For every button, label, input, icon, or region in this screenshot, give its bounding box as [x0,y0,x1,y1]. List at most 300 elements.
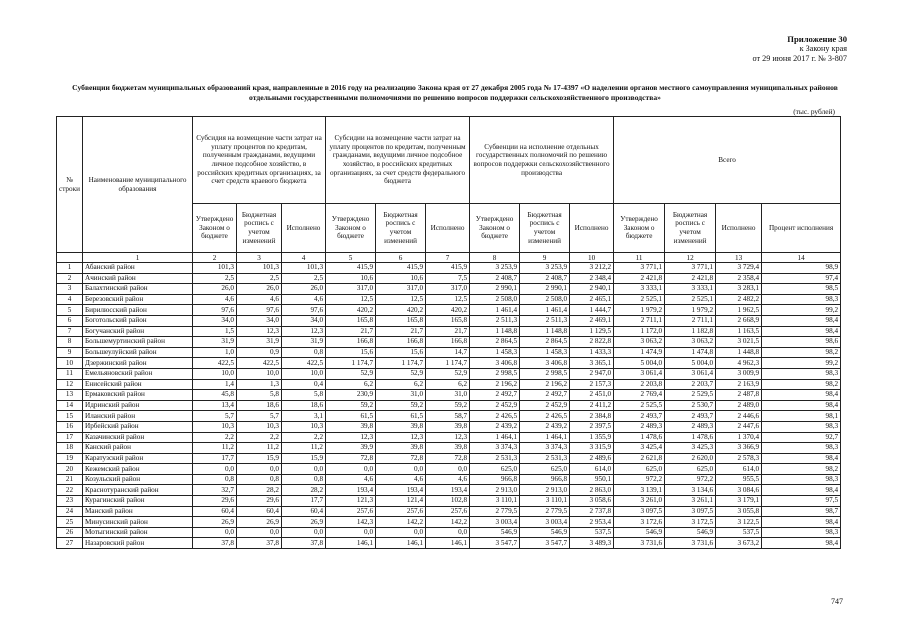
value-cell: 1 464,1 [470,432,520,443]
column-number: 14 [762,253,841,263]
value-cell: 31,0 [376,390,426,401]
value-cell: 3 110,1 [470,496,520,507]
value-cell: 2 525,5 [614,400,665,411]
value-cell: 17,7 [193,453,237,464]
value-cell: 98,2 [762,464,841,475]
value-cell: 3 731,6 [665,538,716,549]
column-number: 2 [193,253,237,263]
municipality-name: Абанский район [83,263,193,274]
value-cell: 1 172,0 [614,326,665,337]
header-budget: Бюджетная роспись с учетом изменений [665,204,716,253]
value-cell: 14,7 [426,347,470,358]
value-cell: 420,2 [326,305,376,316]
header-done: Исполнено [426,204,470,253]
municipality-name: Балахтинский район [83,284,193,295]
header-budget: Бюджетная роспись с учетом изменений [520,204,570,253]
value-cell: 29,6 [237,496,282,507]
value-cell: 3 253,9 [520,263,570,274]
value-cell: 3 374,3 [520,443,570,454]
value-cell: 98,3 [762,368,841,379]
value-cell: 1 979,2 [665,305,716,316]
municipality-name: Большемуртинский район [83,337,193,348]
value-cell: 2 421,8 [665,273,716,284]
value-cell: 26,0 [193,284,237,295]
value-cell: 257,6 [326,506,376,517]
municipality-name: Большеулуйский район [83,347,193,358]
value-cell: 3 212,2 [570,263,614,274]
municipality-name: Емельяновский район [83,368,193,379]
value-cell: 102,8 [426,496,470,507]
value-cell: 98,1 [762,411,841,422]
table-row [57,485,841,496]
value-cell: 2 990,1 [470,284,520,295]
value-cell: 1 979,2 [614,305,665,316]
column-number: 13 [716,253,762,263]
value-cell: 2 525,1 [665,294,716,305]
municipality-name: Канский район [83,443,193,454]
value-cell: 37,8 [282,538,326,549]
value-cell: 2,2 [193,432,237,443]
value-cell: 317,0 [426,284,470,295]
value-cell: 0,0 [282,527,326,538]
row-number: 5 [57,305,83,316]
value-cell: 3 172,6 [614,517,665,528]
value-cell: 625,0 [470,464,520,475]
column-number: 1 [83,253,193,263]
value-cell: 52,9 [426,368,470,379]
value-cell: 37,8 [237,538,282,549]
value-cell: 1,4 [193,379,237,390]
value-cell: 3 673,2 [716,538,762,549]
value-cell: 98,2 [762,347,841,358]
value-cell: 39,8 [376,443,426,454]
value-cell: 12,3 [326,432,376,443]
municipality-name: Енисейский район [83,379,193,390]
value-cell: 10,3 [193,421,237,432]
table-row [57,464,841,475]
value-cell: 39,8 [426,421,470,432]
table-row [57,421,841,432]
value-cell: 2 779,5 [470,506,520,517]
row-number: 3 [57,284,83,295]
value-cell: 2 426,5 [520,411,570,422]
table-row [57,379,841,390]
value-cell: 3 055,8 [716,506,762,517]
value-cell: 2 913,0 [520,485,570,496]
value-cell: 2 711,1 [665,315,716,326]
value-cell: 31,9 [237,337,282,348]
value-cell: 3 261,0 [614,496,665,507]
municipality-name: Ирбейский район [83,421,193,432]
value-cell: 966,8 [520,474,570,485]
value-cell: 5 004,0 [665,358,716,369]
value-cell: 39,8 [326,421,376,432]
value-cell: 3 731,6 [614,538,665,549]
header-group-subventions: Субвенции на исполнение отдельных государственных полномочий по решению вопросов поддержки сельскохозяйственного производства [470,117,614,204]
value-cell: 0,9 [237,347,282,358]
municipality-name: Каратузский район [83,453,193,464]
value-cell: 2 487,8 [716,390,762,401]
value-cell: 546,9 [470,527,520,538]
value-cell: 0,8 [282,347,326,358]
value-cell: 98,4 [762,315,841,326]
value-cell: 121,3 [326,496,376,507]
value-cell: 2 489,0 [716,400,762,411]
header-group-total: Всего [614,117,841,204]
value-cell: 52,9 [376,368,426,379]
column-number: 3 [237,253,282,263]
value-cell: 1 474,8 [665,347,716,358]
value-cell: 59,2 [426,400,470,411]
value-cell: 1 448,8 [716,347,762,358]
value-cell: 2 913,0 [470,485,520,496]
value-cell: 2 489,6 [570,453,614,464]
value-cell: 2 465,1 [570,294,614,305]
value-cell: 12,5 [426,294,470,305]
value-cell: 28,2 [237,485,282,496]
value-cell: 3 061,4 [665,368,716,379]
value-cell: 2 439,2 [470,421,520,432]
value-cell: 966,8 [470,474,520,485]
municipality-name: Ачинский район [83,273,193,284]
row-number: 13 [57,390,83,401]
value-cell: 2 822,8 [570,337,614,348]
value-cell: 1 478,6 [665,432,716,443]
value-cell: 955,5 [716,474,762,485]
value-cell: 2 511,3 [470,315,520,326]
value-cell: 3 097,5 [665,506,716,517]
table-row [57,453,841,464]
municipality-name: Идринский район [83,400,193,411]
value-cell: 2 384,8 [570,411,614,422]
value-cell: 98,3 [762,294,841,305]
value-cell: 2 530,7 [665,400,716,411]
value-cell: 1 433,3 [570,347,614,358]
table-row [57,411,841,422]
value-cell: 4,6 [426,474,470,485]
value-cell: 1 464,1 [520,432,570,443]
table-row [57,326,841,337]
value-cell: 0,8 [193,474,237,485]
value-cell: 2 482,2 [716,294,762,305]
value-cell: 98,3 [762,421,841,432]
table-row [57,517,841,528]
value-cell: 3 333,1 [614,284,665,295]
page-number: 747 [831,597,843,606]
value-cell: 92,7 [762,432,841,443]
value-cell: 98,4 [762,485,841,496]
value-cell: 2 769,4 [614,390,665,401]
value-cell: 2,2 [237,432,282,443]
header-budget: Бюджетная роспись с учетом изменений [237,204,282,253]
value-cell: 98,3 [762,474,841,485]
value-cell: 2 737,8 [570,506,614,517]
value-cell: 3 406,8 [470,358,520,369]
value-cell: 26,9 [193,517,237,528]
column-number: 6 [376,253,426,263]
value-cell: 3 122,5 [716,517,762,528]
column-number: 8 [470,253,520,263]
value-cell: 21,7 [426,326,470,337]
row-number: 18 [57,443,83,454]
row-number: 10 [57,358,83,369]
value-cell: 614,0 [570,464,614,475]
value-cell: 98,3 [762,527,841,538]
value-cell: 1,5 [193,326,237,337]
value-cell: 10,0 [282,368,326,379]
value-cell: 3 021,5 [716,337,762,348]
value-cell: 3 134,6 [665,485,716,496]
value-cell: 257,6 [376,506,426,517]
value-cell: 3 365,1 [570,358,614,369]
header-approved: Утверждено Законом о бюджете [326,204,376,253]
value-cell: 7,5 [426,273,470,284]
value-cell: 546,9 [665,527,716,538]
value-cell: 4,6 [282,294,326,305]
value-cell: 12,5 [376,294,426,305]
value-cell: 142,2 [426,517,470,528]
value-cell: 3 261,1 [665,496,716,507]
value-cell: 3 061,4 [614,368,665,379]
value-cell: 3 547,7 [520,538,570,549]
value-cell: 98,9 [762,263,841,274]
value-cell: 6,2 [376,379,426,390]
table-row [57,368,841,379]
value-cell: 98,4 [762,538,841,549]
value-cell: 3 058,6 [570,496,614,507]
table-row [57,358,841,369]
value-cell: 26,9 [237,517,282,528]
value-cell: 101,3 [282,263,326,274]
value-cell: 3 489,3 [570,538,614,549]
row-number: 2 [57,273,83,284]
value-cell: 3 003,4 [520,517,570,528]
value-cell: 1 148,8 [470,326,520,337]
value-cell: 121,4 [376,496,426,507]
value-cell: 420,2 [426,305,470,316]
value-cell: 4,6 [237,294,282,305]
value-cell: 1 444,7 [570,305,614,316]
value-cell: 10,3 [282,421,326,432]
value-cell: 230,9 [326,390,376,401]
value-cell: 59,2 [376,400,426,411]
value-cell: 415,9 [376,263,426,274]
value-cell: 10,0 [193,368,237,379]
value-cell: 2,5 [282,273,326,284]
value-cell: 2 196,2 [470,379,520,390]
value-cell: 11,2 [193,443,237,454]
value-cell: 17,7 [282,496,326,507]
table-row [57,315,841,326]
municipality-name: Бирилюсский район [83,305,193,316]
row-number: 14 [57,400,83,411]
header-budget: Бюджетная роспись с учетом изменений [376,204,426,253]
value-cell: 2 863,0 [570,485,614,496]
value-cell: 0,0 [326,527,376,538]
value-cell: 2 508,0 [520,294,570,305]
value-cell: 97,6 [193,305,237,316]
value-cell: 0,0 [426,464,470,475]
value-cell: 1 458,3 [520,347,570,358]
row-number: 23 [57,496,83,507]
value-cell: 12,5 [326,294,376,305]
value-cell: 5,8 [237,390,282,401]
value-cell: 2 998,5 [470,368,520,379]
value-cell: 2,5 [237,273,282,284]
row-number: 6 [57,315,83,326]
value-cell: 2 446,6 [716,411,762,422]
value-cell: 4 962,3 [716,358,762,369]
value-cell: 5 004,0 [614,358,665,369]
header-approved: Утверждено Законом о бюджете [614,204,665,253]
value-cell: 39,8 [426,443,470,454]
value-cell: 0,0 [326,464,376,475]
value-cell: 4,6 [193,294,237,305]
column-number: 4 [282,253,326,263]
value-cell: 193,4 [426,485,470,496]
row-number: 19 [57,453,83,464]
value-cell: 4,6 [376,474,426,485]
value-cell: 317,0 [326,284,376,295]
value-cell: 98,6 [762,337,841,348]
value-cell: 97,5 [762,496,841,507]
value-cell: 3 063,2 [665,337,716,348]
municipality-name: Краснотуранский район [83,485,193,496]
value-cell: 0,0 [376,527,426,538]
value-cell: 1 461,4 [470,305,520,316]
table-row [57,337,841,348]
value-cell: 3 253,9 [470,263,520,274]
value-cell: 625,0 [520,464,570,475]
header-num: № строки [57,117,83,253]
municipality-name: Березовский район [83,294,193,305]
value-cell: 2 621,8 [614,453,665,464]
value-cell: 37,8 [193,538,237,549]
value-cell: 99,2 [762,358,841,369]
value-cell: 2,2 [282,432,326,443]
value-cell: 12,3 [282,326,326,337]
value-cell: 1 163,5 [716,326,762,337]
table-row [57,474,841,485]
value-cell: 98,7 [762,506,841,517]
value-cell: 10,6 [326,273,376,284]
value-cell: 193,4 [326,485,376,496]
row-number: 26 [57,527,83,538]
value-cell: 1,0 [193,347,237,358]
municipality-name: Ермаковский район [83,390,193,401]
value-cell: 625,0 [665,464,716,475]
value-cell: 3 110,1 [520,496,570,507]
value-cell: 39,9 [326,443,376,454]
value-cell: 39,8 [376,421,426,432]
value-cell: 2 864,5 [520,337,570,348]
value-cell: 3 425,3 [665,443,716,454]
value-cell: 1 370,4 [716,432,762,443]
row-number: 25 [57,517,83,528]
value-cell: 625,0 [614,464,665,475]
value-cell: 2 947,0 [570,368,614,379]
value-cell: 2 578,3 [716,453,762,464]
table-row [57,305,841,316]
value-cell: 146,1 [326,538,376,549]
header-percent: Процент исполнения [762,204,841,253]
row-number: 20 [57,464,83,475]
value-cell: 3 315,9 [570,443,614,454]
value-cell: 98,2 [762,379,841,390]
municipality-name: Курагинский район [83,496,193,507]
value-cell: 546,9 [614,527,665,538]
value-cell: 537,5 [570,527,614,538]
table-row [57,538,841,549]
header-approved: Утверждено Законом о бюджете [470,204,520,253]
row-number: 9 [57,347,83,358]
row-number: 15 [57,411,83,422]
value-cell: 34,0 [282,315,326,326]
value-cell: 3 084,6 [716,485,762,496]
value-cell: 2 531,3 [520,453,570,464]
value-cell: 950,1 [570,474,614,485]
value-cell: 166,8 [376,337,426,348]
value-cell: 59,2 [326,400,376,411]
value-cell: 72,8 [376,453,426,464]
value-cell: 1 458,3 [470,347,520,358]
value-cell: 2 940,1 [570,284,614,295]
value-cell: 972,2 [665,474,716,485]
value-cell: 2 411,2 [570,400,614,411]
value-cell: 4,6 [326,474,376,485]
value-cell: 2 451,0 [570,390,614,401]
value-cell: 3 009,9 [716,368,762,379]
value-cell: 146,1 [376,538,426,549]
municipality-name: Богучанский район [83,326,193,337]
appendix-law: к Закону края [799,44,847,53]
value-cell: 2 779,5 [520,506,570,517]
value-cell: 166,8 [326,337,376,348]
value-cell: 2 529,5 [665,390,716,401]
municipality-name: Боготольский район [83,315,193,326]
value-cell: 165,8 [426,315,470,326]
table-row [57,432,841,443]
appendix-number: Приложение 30 [787,34,847,44]
value-cell: 28,2 [282,485,326,496]
header-done: Исполнено [716,204,762,253]
value-cell: 15,6 [376,347,426,358]
column-number: 9 [520,253,570,263]
value-cell: 3,1 [282,411,326,422]
value-cell: 2 864,5 [470,337,520,348]
table-row [57,527,841,538]
row-number: 11 [57,368,83,379]
header-done: Исполнено [282,204,326,253]
value-cell: 3 003,4 [470,517,520,528]
value-cell: 0,0 [193,527,237,538]
municipality-name: Казачинский район [83,432,193,443]
table-row [57,273,841,284]
value-cell: 18,6 [237,400,282,411]
table-body [57,263,841,549]
value-cell: 3 179,1 [716,496,762,507]
value-cell: 97,4 [762,273,841,284]
value-cell: 2 990,1 [520,284,570,295]
municipality-name: Козульский район [83,474,193,485]
value-cell: 21,7 [326,326,376,337]
value-cell: 2 489,3 [614,421,665,432]
units-label: (тыс. рублей) [793,107,835,116]
table-row [57,496,841,507]
value-cell: 34,0 [193,315,237,326]
value-cell: 26,0 [282,284,326,295]
column-number: 12 [665,253,716,263]
